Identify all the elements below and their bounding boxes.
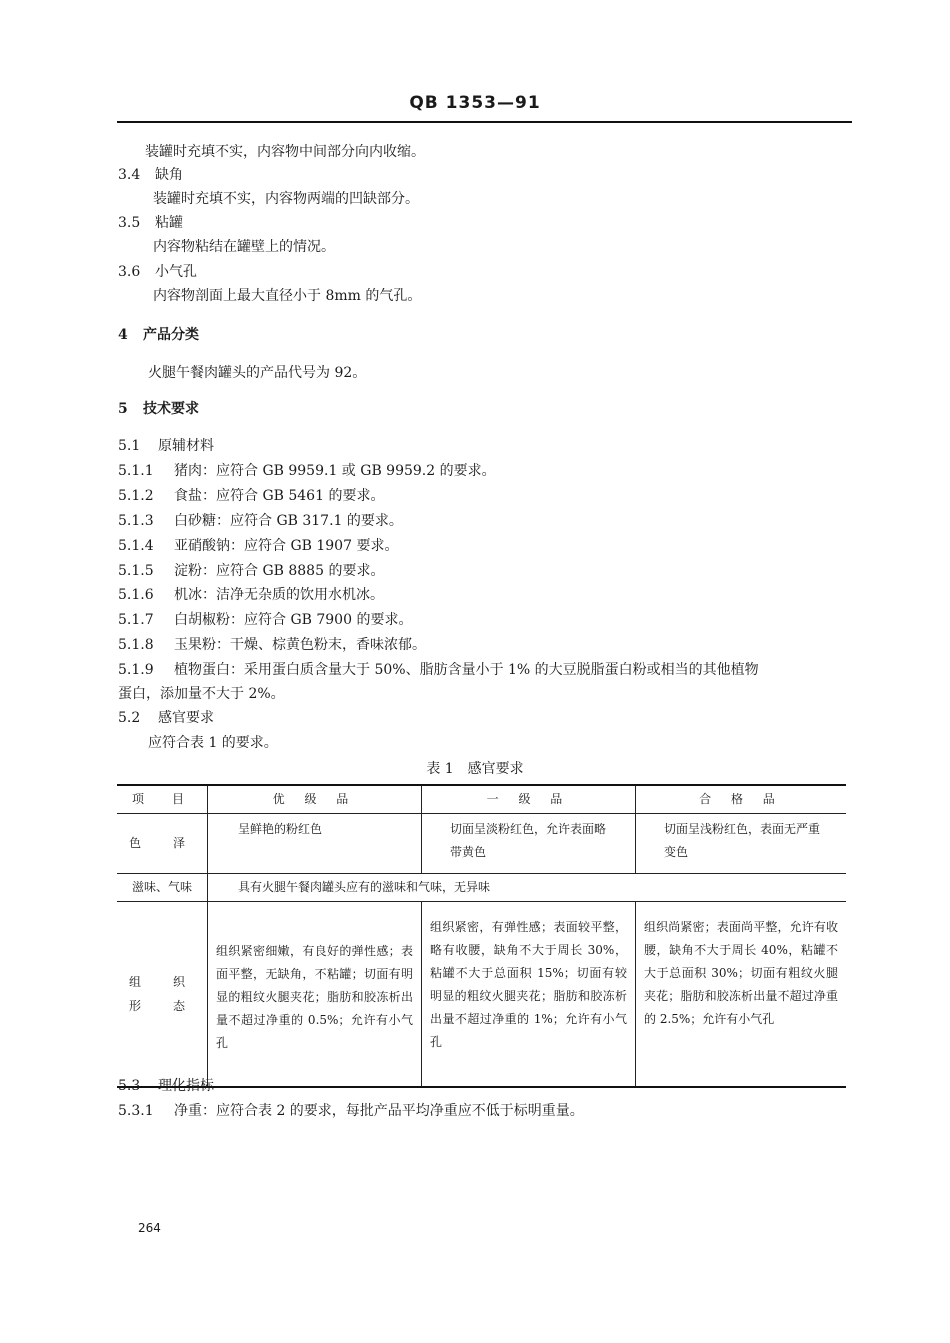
section-title: 缺角 (155, 167, 183, 183)
table-header-cell: 合 格 品 (636, 785, 847, 814)
table-cell: 具有火腿午餐肉罐头应有的滋味和气味，无异味 (208, 874, 847, 902)
table-header-cell: 一 级 品 (422, 785, 636, 814)
clause-number: 5.1.9 (118, 662, 154, 678)
header-rule (117, 121, 852, 123)
clause-5-1-5 (118, 562, 384, 580)
table-1-sensory-requirements (117, 784, 846, 1088)
clause-number: 5.1.4 (118, 538, 154, 554)
table-item-cell: 色 泽 (117, 814, 208, 874)
section-5-2 (118, 709, 214, 727)
table-item-cell: 组 织 形 态 (117, 902, 208, 1088)
section-5 (118, 400, 199, 418)
clause-number: 5.1.1 (118, 463, 154, 479)
text-line: 蛋白，添加量不大于 2%。 (118, 686, 285, 702)
table-cell: 切面呈淡粉红色，允许表面略带黄色 (422, 814, 636, 874)
table-row (117, 814, 846, 874)
section-3-6 (118, 263, 197, 281)
section-number: 5.3 (118, 1078, 141, 1094)
clause-5-1-4 (118, 537, 398, 555)
section-number: 3.6 (118, 264, 141, 280)
table-header-cell: 优 级 品 (208, 785, 422, 814)
section-4 (118, 326, 199, 344)
page-number: 264 (138, 1221, 161, 1235)
section-number: 3.5 (118, 215, 141, 231)
clause-text: 白胡椒粉：应符合 GB 7900 的要求。 (174, 612, 413, 628)
section-number: 3.4 (118, 167, 141, 183)
text-line: 装罐时充填不实，内容物中间部分向内收缩。 (145, 144, 425, 160)
section-title: 感官要求 (158, 710, 214, 726)
clause-number: 5.1.2 (118, 488, 154, 504)
clause-number: 5.1.8 (118, 637, 154, 653)
table-header-cell: 项 目 (117, 785, 208, 814)
clause-number: 5.1.3 (118, 513, 154, 529)
section-title: 产品分类 (143, 327, 199, 343)
table-cell: 切面呈浅粉红色，表面无严重变色 (636, 814, 847, 874)
section-3-4 (118, 166, 183, 184)
clause-5-1-3 (118, 512, 403, 530)
section-5-1 (118, 437, 214, 455)
clause-text: 淀粉：应符合 GB 8885 的要求。 (174, 563, 385, 579)
standard-number: QB 1353—91 (409, 93, 541, 113)
clause-5-1-2 (118, 487, 384, 505)
table-1-title: 表 1 感官要求 (426, 761, 524, 777)
clause-number: 5.1.6 (118, 587, 154, 603)
clause-5-1-6 (118, 586, 384, 604)
clause-number: 5.3.1 (118, 1103, 154, 1119)
clause-text: 食盐：应符合 GB 5461 的要求。 (174, 488, 385, 504)
clause-text: 植物蛋白：采用蛋白质含量大于 50%、脂肪含量小于 1% 的大豆脱脂蛋白粉或相当的其他植物 (174, 662, 759, 678)
text-line: 装罐时充填不实，内容物两端的凹缺部分。 (153, 191, 419, 207)
section-title: 理化指标 (158, 1078, 214, 1094)
table-cell: 呈鲜艳的粉红色 (208, 814, 422, 874)
section-number: 4 (118, 327, 128, 343)
clause-number: 5.1.7 (118, 612, 154, 628)
clause-text: 机冰：洁净无杂质的饮用水机冰。 (174, 587, 384, 603)
clause-5-1-1 (118, 462, 496, 480)
section-number: 5 (118, 401, 128, 417)
section-title: 粘罐 (155, 215, 183, 231)
text-line: 火腿午餐肉罐头的产品代号为 92。 (148, 365, 367, 381)
section-title: 技术要求 (143, 401, 199, 417)
table-item-cell: 滋味、气味 (117, 874, 208, 902)
section-number: 5.2 (118, 710, 141, 726)
table-row (117, 902, 846, 1088)
table-header-row (117, 785, 846, 814)
section-title: 原辅材料 (158, 438, 214, 454)
text-line: 内容物剖面上最大直径小于 8mm 的气孔。 (153, 288, 422, 304)
clause-5-1-9 (118, 661, 759, 679)
table-cell: 组织紧密，有弹性感；表面较平整，略有收腰，缺角不大于周长 30%，粘罐不大于总面积 15%；切面有较明显的粗纹火腿夹花；脂肪和胶冻析出量不超过净重的 1%；允许有小气孔 (422, 902, 636, 1088)
section-title: 小气孔 (155, 264, 197, 280)
clause-5-1-8 (118, 636, 426, 654)
clause-text: 亚硝酸钠：应符合 GB 1907 要求。 (174, 538, 399, 554)
clause-text: 白砂糖：应符合 GB 317.1 的要求。 (174, 513, 403, 529)
clause-5-3-1 (118, 1102, 584, 1120)
clause-text: 猪肉：应符合 GB 9959.1 或 GB 9959.2 的要求。 (174, 463, 496, 479)
table-row (117, 874, 846, 902)
section-5-3 (118, 1077, 214, 1095)
table-cell: 组织尚紧密；表面尚平整，允许有收腰，缺角不大于周长 40%，粘罐不大于总面积 30%；切面有粗纹火腿夹花；脂肪和胶冻析出量不超过净重的 2.5%；允许有小气孔 (636, 902, 847, 1088)
section-number: 5.1 (118, 438, 141, 454)
table-cell: 组织紧密细嫩，有良好的弹性感；表面平整，无缺角，不粘罐；切面有明显的粗纹火腿夹花；脂肪和胶冻析出量不超过净重的 0.5%；允许有小气孔 (208, 902, 422, 1088)
text-line: 应符合表 1 的要求。 (148, 735, 278, 751)
clause-number: 5.1.5 (118, 563, 154, 579)
section-3-5 (118, 214, 183, 232)
clause-text: 净重：应符合表 2 的要求，每批产品平均净重应不低于标明重量。 (174, 1103, 584, 1119)
clause-text: 玉果粉：干燥、棕黄色粉末，香味浓郁。 (174, 637, 426, 653)
clause-5-1-7 (118, 611, 412, 629)
text-line: 内容物粘结在罐壁上的情况。 (153, 239, 335, 255)
